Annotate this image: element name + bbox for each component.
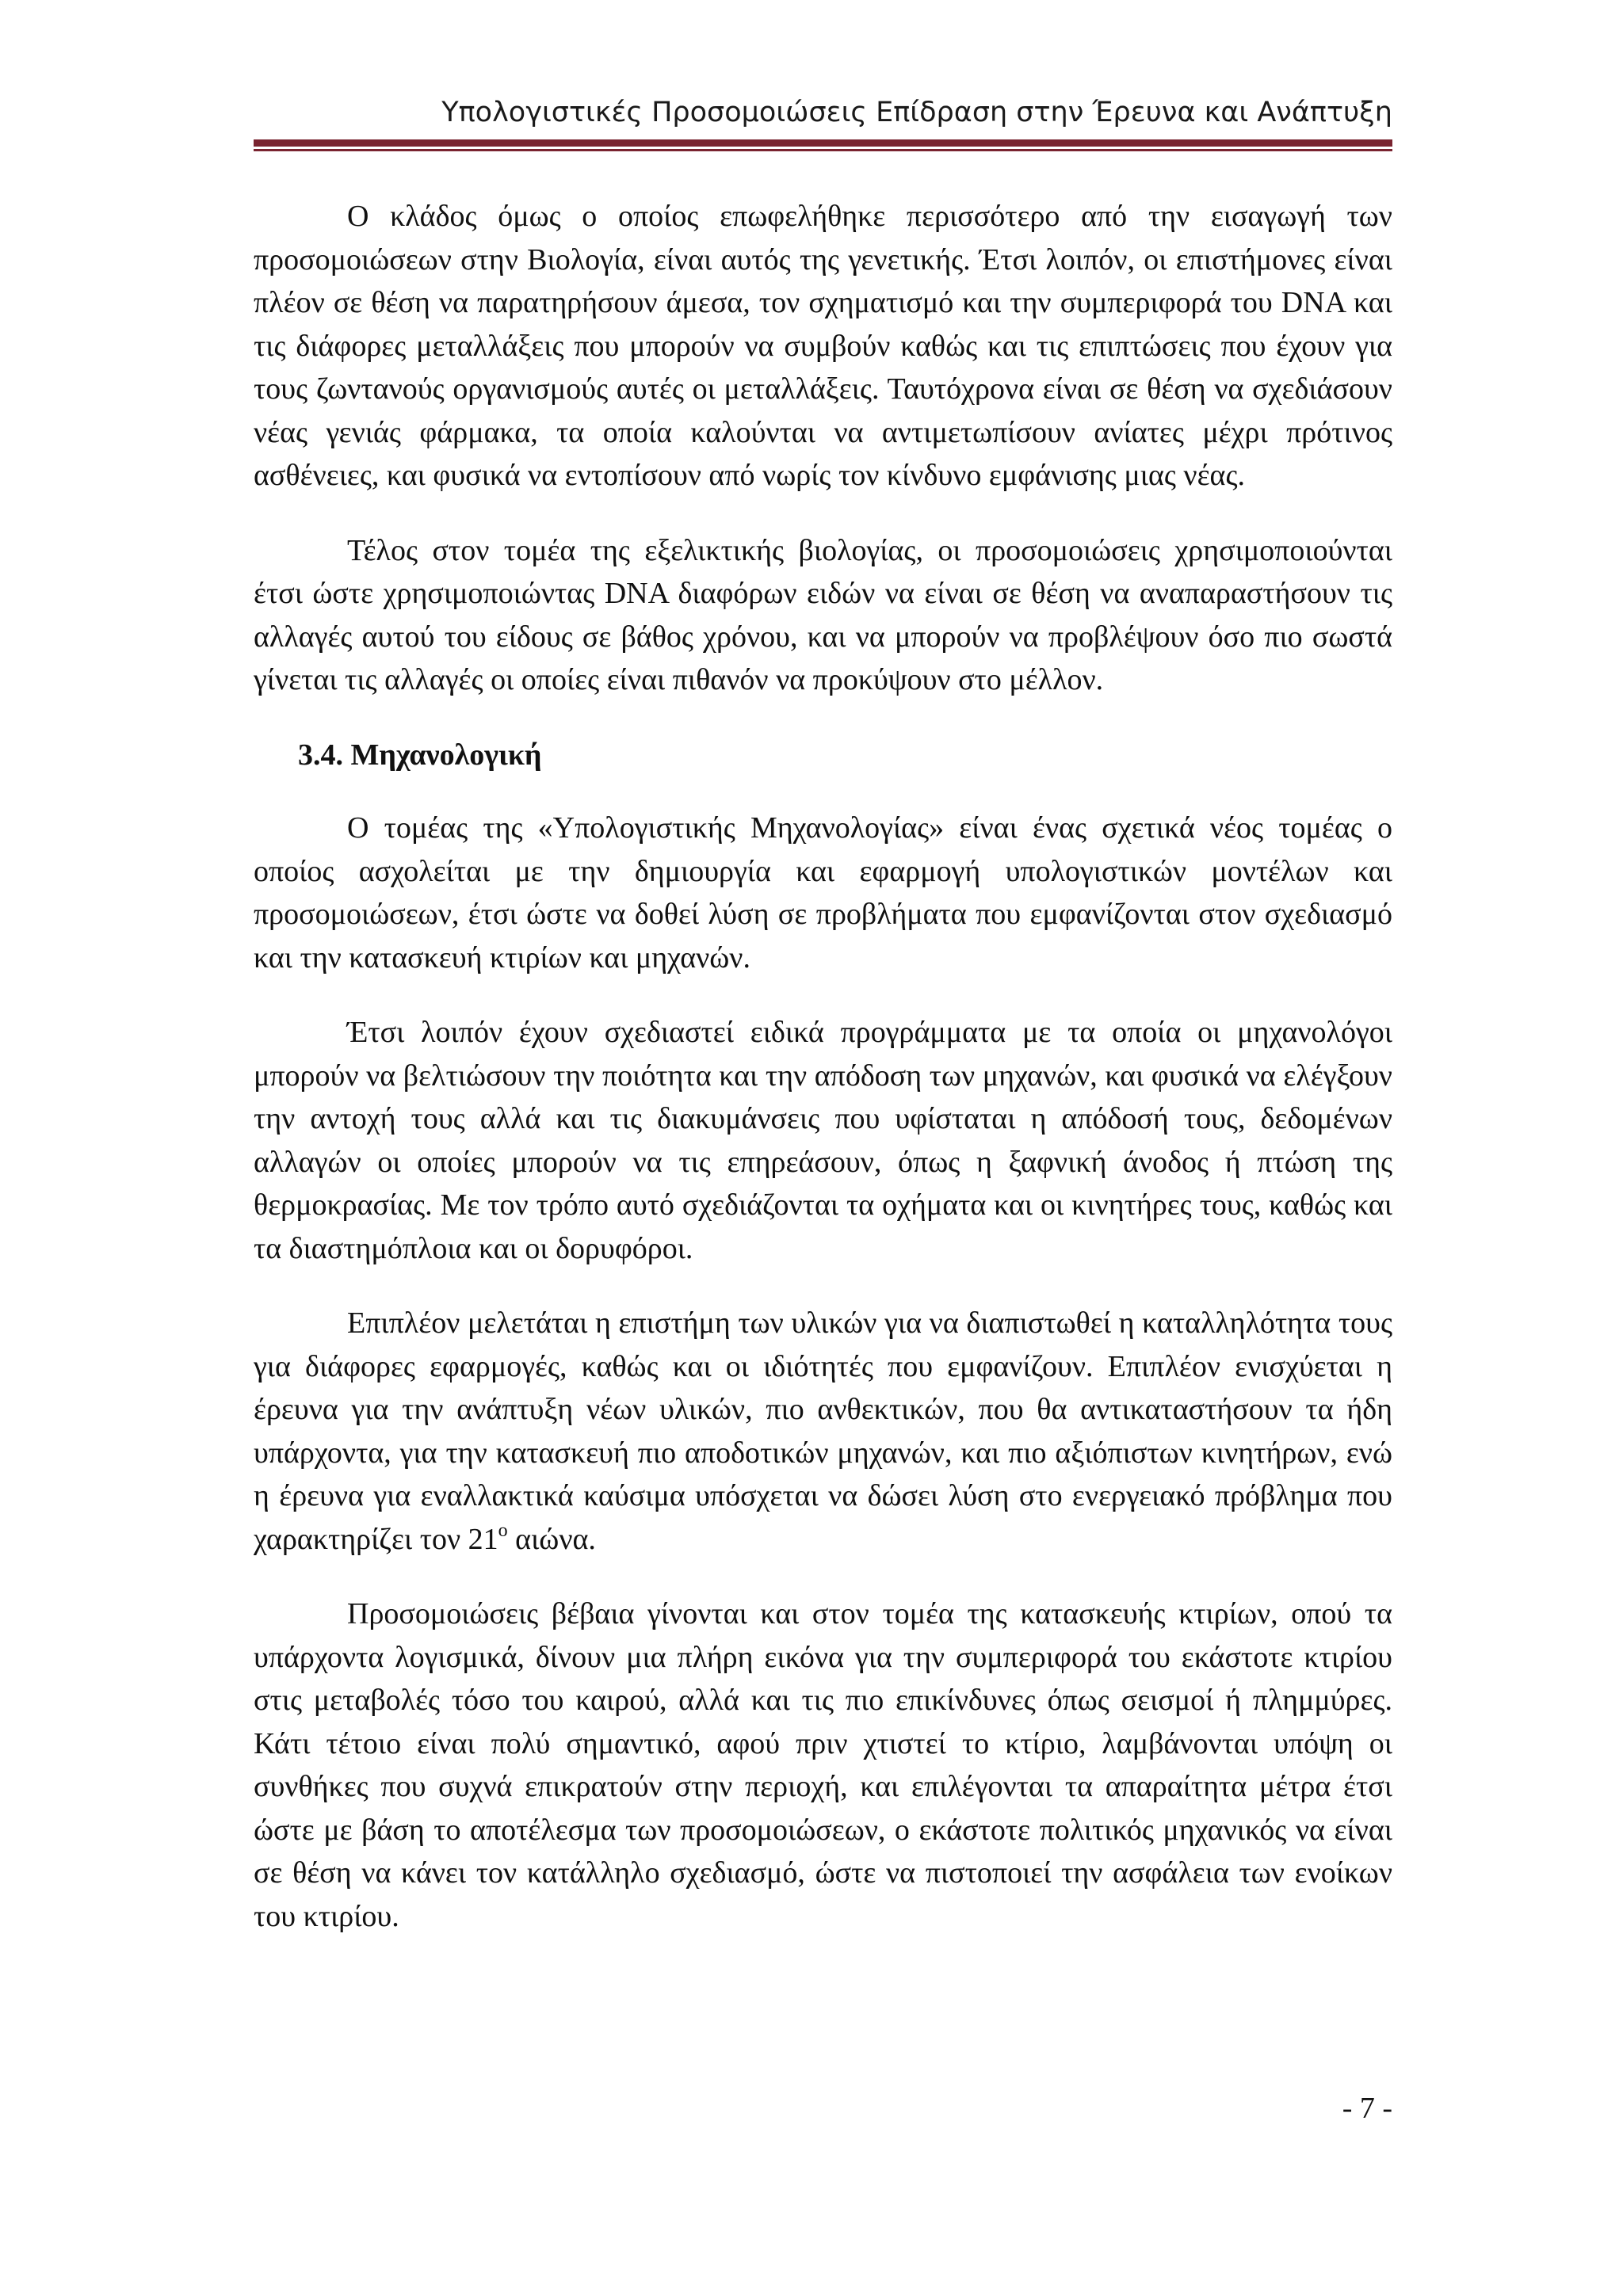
paragraph-materials-end: αιώνα. [507,1522,596,1556]
section-heading: 3.4. Μηχανολογική [298,738,542,772]
document-body [254,195,1392,1970]
paragraph-materials-science [254,1302,1392,1561]
paragraph-materials-text: Επιπλέον μελετάται η επιστήμη των υλικών για να διαπιστωθεί η καταλληλότητα τους για διάφορες εφαρμογές, καθώς και οι ιδιότητές που εμφανίζουν. Επιπλέον ενισχύεται η έρευνα για την ανάπτυξη νέων υλικών, πιο ανθεκτικών, που θα αντικαταστήσουν τα ήδη υπάρχοντα, για την κατασκευή πιο αποδοτικών μηχανών, και πιο αξιόπιστων κινητήρων, ενώ η έρευνα για εναλλακτικά καύσιμα υπόσχεται να δώσει λύση στο ενεργειακό πρόβλημα που χαρακτηρίζει τον 21 [254,1306,1392,1556]
paragraph-computational-mechanics: Ο τομέας της «Υπολογιστικής Μηχανολογίας» είναι ένας σχετικά νέος τομέας ο οποίος ασχολείται με την δημιουργία και εφαρμογή υπολογιστικών μοντέλων και προσομοιώσεων, έτσι ώστε να δοθεί λύση σε προβλήματα που εμφανίζονται στον σχεδιασμό και την κατασκευή κτιρίων και μηχανών. [254,811,1392,974]
superscript-ordinal: ο [498,1520,508,1541]
header-rule-thin [254,149,1392,151]
page-number: - 7 - [1342,2092,1392,2125]
header-rule-thick [254,139,1392,147]
paragraph-building-simulations: Προσομοιώσεις βέβαια γίνονται και στον τομέα της κατασκευής κτιρίων, οπού τα υπάρχοντα λογισμικά, δίνουν μια πλήρη εικόνα για την συμπεριφορά του εκάστοτε κτιρίου στις μεταβολές τόσο του καιρού, αλλά και τις πιο επικίνδυνες όπως σεισμοί ή πλημμύρες. Κάτι τέτοιο είναι πολύ σημαντικό, αφού πριν χτιστεί το κτίριο, λαμβάνονται υπόψη οι συνθήκες που συχνά επικρατούν στην περιοχή, και επιλέγονται τα απαραίτητα μέτρα έτσι ώστε με βάση το αποτέλεσμα των προσομοιώσεων, ο εκάστοτε πολιτικός μηχανικός να είναι σε θέση να κάνει τον κατάλληλο σχεδιασμό, ώστε να πιστοποιεί την ασφάλεια των ενοίκων του κτιρίου. [254,1597,1392,1933]
paragraph-genetics: Ο κλάδος όμως ο οποίος επωφελήθηκε περισσότερο από την εισαγωγή των προσομοιώσεων στην Βιολογία, είναι αυτός της γενετικής. Έτσι λοιπόν, οι επιστήμονες είναι πλέον σε θέση να παρατηρήσουν άμεσα, τον σχηματισμό και την συμπεριφορά του DNA και τις διάφορες μεταλλάξεις που μπορούν να συμβούν καθώς και τις επιπτώσεις που έχουν για τους ζωντανούς οργανισμούς αυτές οι μεταλλάξεις. Ταυτόχρονα είναι σε θέση να σχεδιάσουν νέας γενιάς φάρμακα, τα οποία καλούνται να αντιμετωπίσουν ανίατες μέχρι πρότινος ασθένειες, και φυσικά να εντοπίσουν από νωρίς τον κίνδυνο εμφάνισης μιας νέας. [254,200,1392,492]
paragraph-evolutionary-biology: Τέλος στον τομέα της εξελικτικής βιολογίας, οι προσομοιώσεις χρησιμοποιούνται έτσι ώστε χρησιμοποιώντας DNA διαφόρων ειδών να είναι σε θέση να αναπαραστήσουν τις αλλαγές αυτού του είδους σε βάθος χρόνου, και να μπορούν να προβλέψουν όσο πιο σωστά γίνεται τις αλλαγές οι οποίες είναι πιθανόν να προκύψουν στο μέλλον. [254,533,1392,696]
paragraph-special-programs: Έτσι λοιπόν έχουν σχεδιαστεί ειδικά προγράμματα με τα οποία οι μηχανολόγοι μπορούν να βελτιώσουν την ποιότητα και την απόδοση των μηχανών, και φυσικά να ελέγξουν την αντοχή τους αλλά και τις διακυμάνσεις που υφίσταται η απόδοσή τους, δεδομένων αλλαγών οι οποίες μπορούν να τις επηρεάσουν, όπως η ξαφνική άνοδος ή πτώση της θερμοκρασίας. Με τον τρόπο αυτό σχεδιάζονται τα οχήματα και οι κινητήρες τους, καθώς και τα διαστημόπλοια και οι δορυφόροι. [254,1016,1392,1265]
running-header: Υπολογιστικές Προσομοιώσεις Επίδραση στην Έρευνα και Ανάπτυξη [441,97,1392,128]
